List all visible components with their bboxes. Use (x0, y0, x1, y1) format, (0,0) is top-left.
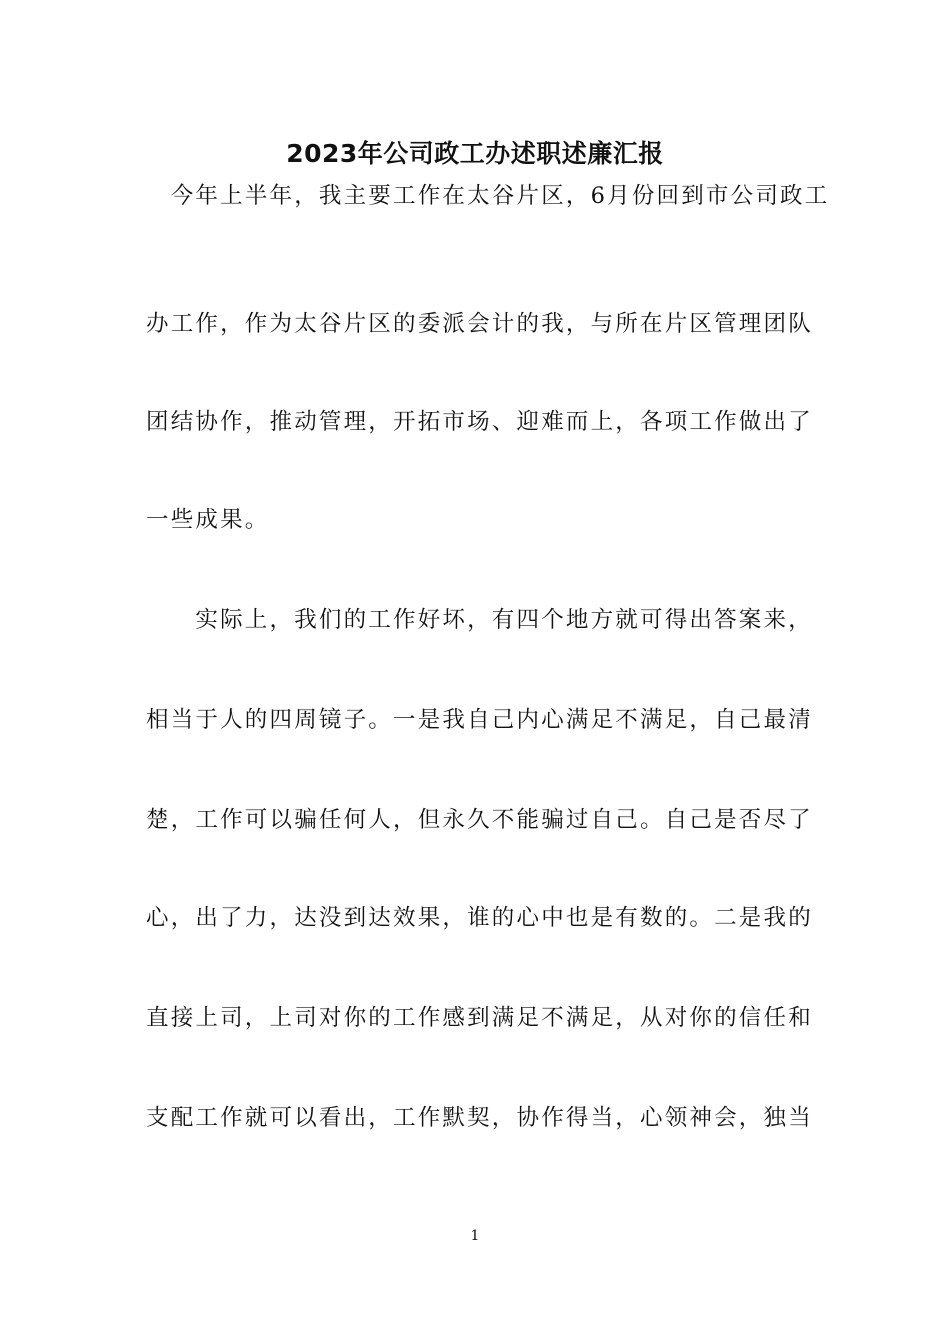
paragraph-line: 今年上半年，我主要工作在太谷片区，6月份回到市公司政工 (146, 183, 830, 209)
paragraph-line: 实际上，我们的工作好坏，有四个地方就可得出答案来， (146, 607, 813, 633)
paragraph-line: 一些成果。 (146, 507, 270, 533)
paragraph-line: 团结协作，推动管理，开拓市场、迎难而上，各项工作做出了 (146, 409, 813, 435)
paragraph-line: 楚，工作可以骗任何人，但永久不能骗过自己。自己是否尽了 (146, 807, 813, 833)
page-number: 1 (470, 1228, 480, 1244)
paragraph-line: 办工作，作为太谷片区的委派会计的我，与所在片区管理团队 (146, 311, 813, 337)
paragraph-line: 心，出了力，达没到达效果，谁的心中也是有数的。二是我的 (146, 905, 813, 931)
paragraph-line: 支配工作就可以看出，工作默契，协作得当，心领神会，独当 (146, 1105, 813, 1131)
paragraph-line: 相当于人的四周镜子。一是我自己内心满足不满足，自己最清 (146, 707, 813, 733)
document-title: 2023年公司政工办述职述廉汇报 (286, 139, 664, 168)
paragraph-line: 直接上司，上司对你的工作感到满足不满足，从对你的信任和 (146, 1005, 813, 1031)
